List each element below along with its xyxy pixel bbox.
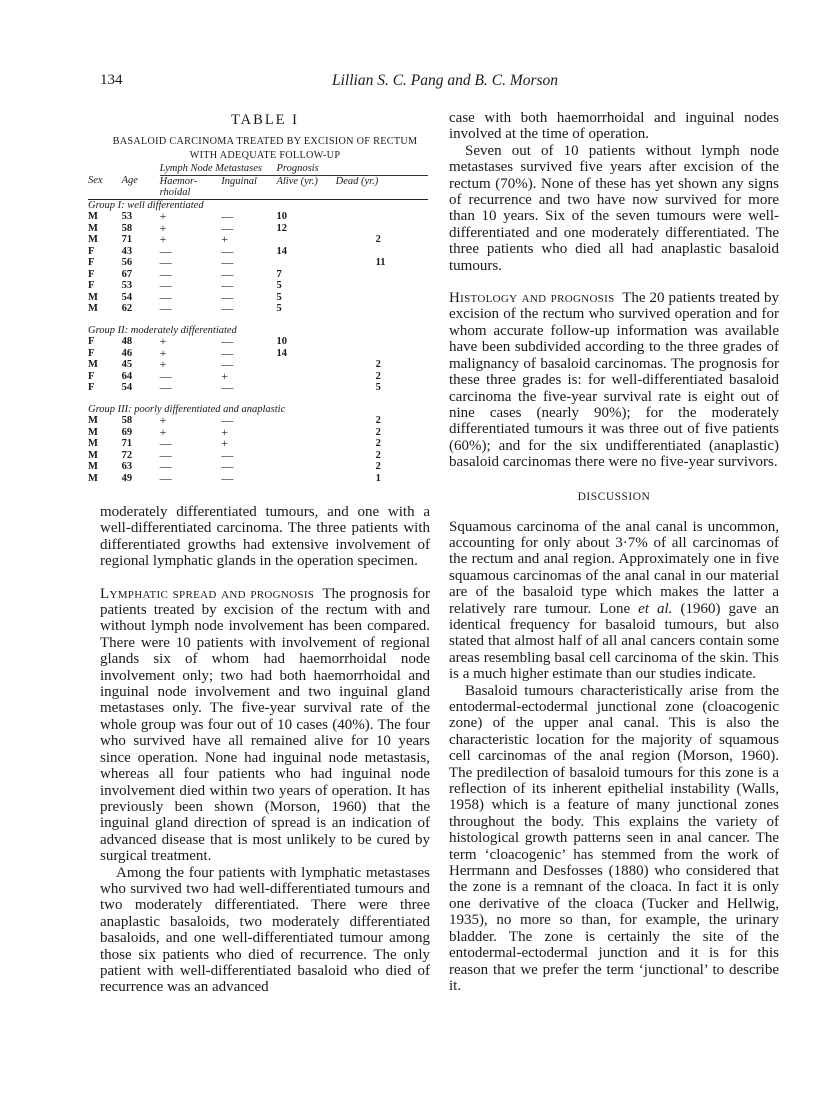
cell-age: 67	[121, 268, 133, 280]
table-row	[88, 223, 428, 235]
cell-alive	[272, 415, 335, 427]
cell-alive: 14	[276, 347, 287, 359]
cell-haemorrhoidal: —	[159, 255, 172, 269]
table-group-label	[88, 325, 428, 337]
table-row	[88, 303, 428, 315]
paragraph-histology: Histology and prognosis The 20 patients treated by excision of the rectum who survived operation and for whom accurate follow-up information was available have been subdivided according to the three grades of malignancy of basaloid carcinomas. The prognosis for these three grades is: for well-differentiated basaloid carcinoma the five-year survival rate is eight out of nine cases (nearly 90%); for the moderately differentiated tumours it was three out of five patients (60%); and for the six undifferentiated (anaplastic) basaloid carcinomas there were no five-year survivors.	[449, 290, 779, 471]
cell-alive: 14	[276, 245, 287, 257]
cell-dead	[336, 269, 428, 281]
right-column	[449, 110, 779, 994]
cell-dead	[336, 223, 428, 235]
cell-age: 62	[121, 303, 133, 314]
cell-haemorrhoidal: +	[159, 357, 167, 371]
table-row	[88, 292, 428, 304]
table-block	[88, 112, 430, 485]
cell-sex: F	[88, 336, 95, 347]
cell-age: 63	[121, 461, 133, 472]
cell-dead	[336, 292, 428, 304]
cell-sex: M	[88, 438, 98, 449]
cell-sex: M	[88, 234, 98, 245]
cell-alive	[272, 427, 335, 439]
cell-alive	[272, 359, 335, 371]
cell-haemorrhoidal: —	[159, 266, 172, 281]
page-number: 134	[100, 72, 123, 88]
cell-age: 45	[121, 359, 133, 370]
cell-haemorrhoidal: +	[159, 424, 167, 439]
cell-sex: M	[88, 303, 98, 314]
table-caption	[88, 135, 442, 163]
cell-alive	[272, 382, 335, 394]
cell-alive: 5	[276, 291, 282, 303]
cell-alive: 7	[276, 268, 282, 280]
cell-alive: 10	[276, 336, 287, 347]
cell-alive: 12	[276, 222, 287, 234]
cell-age: 48	[121, 336, 133, 347]
cell-sex: F	[88, 382, 95, 393]
cell-alive: 10	[276, 211, 287, 222]
cell-inguinal: —	[221, 380, 234, 394]
cell-haemorrhoidal: —	[159, 459, 172, 473]
cell-age: 43	[121, 245, 133, 257]
cell-dead	[336, 348, 428, 360]
cell-sex: M	[88, 426, 98, 438]
col-inguinal: Inguinal	[221, 175, 272, 199]
cell-haemorrhoidal: +	[159, 209, 167, 223]
table-row	[88, 257, 428, 269]
table-row	[88, 234, 428, 246]
col-sex: Sex	[88, 175, 122, 199]
cell-haemorrhoidal: +	[159, 232, 167, 246]
table-row	[88, 280, 428, 292]
table-title: TABLE I	[230, 112, 299, 128]
cell-haemorrhoidal: +	[159, 334, 167, 348]
table-group-label	[88, 404, 428, 416]
cell-sex: M	[88, 472, 98, 484]
cell-haemorrhoidal: +	[159, 413, 167, 427]
cell-sex: F	[88, 347, 95, 359]
cell-inguinal: —	[221, 357, 234, 371]
table-row	[88, 359, 428, 371]
cell-dead: 11	[375, 257, 386, 268]
table-caption-line1: BASALOID CARCINOMA TREATED BY EXCISION OF RECTUM	[112, 136, 418, 147]
cell-inguinal: —	[221, 459, 234, 473]
cell-dead: 2	[375, 415, 381, 426]
heading-discussion: DISCUSSION	[577, 490, 651, 503]
table-row	[88, 427, 428, 439]
cell-haemorrhoidal: —	[159, 278, 172, 292]
cell-inguinal: —	[221, 301, 234, 315]
cell-dead: 5	[375, 382, 381, 393]
cell-haemorrhoidal: +	[159, 220, 167, 235]
cell-dead	[336, 303, 428, 315]
table-caption-line2: WITH ADEQUATE FOLLOW-UP	[189, 150, 341, 161]
cell-sex: M	[88, 359, 98, 370]
group-label: Group II: moderately differentiated	[88, 324, 237, 336]
cell-dead: 2	[375, 370, 381, 382]
cell-dead: 2	[375, 234, 381, 245]
cell-age: 69	[121, 426, 133, 438]
cell-age: 58	[121, 415, 133, 426]
group-label: Group I: well differentiated	[88, 199, 204, 211]
table-column-header-row	[88, 175, 428, 199]
cell-inguinal: —	[221, 334, 234, 348]
cell-inguinal: —	[221, 220, 234, 235]
cell-haemorrhoidal: —	[159, 380, 172, 394]
col-haemorrhoidal: Haemor- rhoidal	[160, 175, 222, 199]
table-row	[88, 371, 428, 383]
cell-inguinal: —	[221, 413, 234, 427]
col-dead: Dead (yr.)	[336, 175, 428, 199]
cell-age: 53	[121, 280, 133, 291]
table-row	[88, 473, 428, 485]
prognosis-header: Prognosis	[272, 163, 428, 175]
cell-alive	[272, 371, 335, 383]
cell-inguinal: +	[221, 436, 229, 450]
cell-haemorrhoidal: —	[159, 289, 172, 304]
cell-dead: 2	[375, 359, 381, 370]
paragraph-discussion-2: Basaloid tumours characteristically arise from the entodermal-ectodermal junctional zone (cloacogenic zone) of the upper anal canal. This is also the characteristic location for the majority of squamous cell carcinomas of the anal region (Morson, 1960). The predilection of basaloid tumours for this zone is a reflection of its inherent epithelial instability (Walls, 1958) which is a feature of many junctional zones throughout the body. This explains the variety of histological growth patterns seen in anal cancer. The term ‘cloacogenic’ has stemmed from the work of Herrmann and Desfosses (1880) who considered that the zone is a remnant of the cloaca. In fact it is only one derivative of the cloaca (Tucker and Hellwig, 1935), no more so than, for example, the urinary bladder. The zone is certainly the site of the entodermal-ectodermal junction and it is for this reason that we prefer the term ‘junctional’ to describe it.	[449, 682, 779, 994]
cell-sex: F	[88, 257, 95, 268]
cell-age: 46	[121, 347, 133, 359]
cell-sex: M	[88, 222, 98, 234]
cell-inguinal: +	[221, 368, 229, 383]
cell-sex: F	[88, 245, 95, 257]
cell-inguinal: +	[221, 424, 229, 439]
cell-inguinal: —	[221, 255, 234, 269]
cell-sex: M	[88, 415, 98, 426]
cell-age: 54	[121, 382, 133, 393]
cell-dead	[336, 211, 428, 223]
cell-dead: 2	[375, 438, 381, 449]
cell-sex: M	[88, 449, 98, 461]
page-header	[100, 72, 760, 96]
paragraph-lymphatic: Lymphatic spread and prognosis The prognosis for patients treated by excision of the rectum with and without lymph node involvement has been compared. There were 10 patients with involvement of regional glands six of whom had haemorrhoidal node involvement only; two had both haemorrhoidal and inguinal node involvement and two inguinal gland metastases only. The five-year survival rate of the whole group was four out of 10 cases (40%). The four who survived have all remained alive for 10 years since operation. None had inguinal node metastasis, whereas all four patients who had inguinal node involvement died within two years of operation. It has previously been shown (Morson, 1960) that the inguinal gland direction of spread is an indication of advanced disease that is most unlikely to be cured by surgical treatment.	[100, 585, 430, 865]
table-row	[88, 461, 428, 473]
cell-inguinal: —	[221, 278, 234, 292]
table-row	[88, 211, 428, 223]
table-row	[88, 450, 428, 462]
paragraph-among: Among the four patients with lymphatic metastases who survived two had well-differentiated tumours and two moderately differentiated. There were three anaplastic basaloids, two moderately differentiated basaloids, and one well-differentiated tumour among those six patients who died of recurrence. The only patient with well-differentiated basaloid who died of recurrence was an advanced	[100, 864, 430, 996]
cell-dead: 2	[375, 461, 381, 472]
col-alive: Alive (yr.)	[272, 175, 335, 199]
lymph-node-header: Lymph Node Metastases	[160, 163, 273, 175]
cell-sex: F	[88, 370, 95, 382]
cell-inguinal: —	[221, 209, 234, 223]
cell-age: 54	[121, 291, 133, 303]
table-group-label	[88, 199, 428, 211]
cell-inguinal: —	[221, 289, 234, 304]
cell-alive	[272, 234, 335, 246]
paragraph-case-continuation: case with both haemorrhoidal and inguinal nodes involved at the time of operation.	[449, 110, 779, 143]
cell-haemorrhoidal: —	[159, 470, 172, 485]
cell-haemorrhoidal: —	[159, 301, 172, 315]
cell-haemorrhoidal: +	[159, 345, 167, 360]
cell-alive	[272, 461, 335, 473]
col-age: Age	[122, 175, 160, 199]
cell-age: 58	[121, 222, 133, 234]
cell-sex: F	[88, 268, 95, 280]
cell-inguinal: —	[221, 243, 234, 258]
paragraph-discussion-1: Squamous carcinoma of the anal canal is uncommon, accounting for only about 3·7% of all carcinomas of the rectum and anal region. Approximately one in five squamous carcinomas of the anal canal in our material are of the basaloid type which makes the latter a relatively rare tumour. Lone et al. (1960) gave an identical frequency for basaloid tumours, but also stated that almost half of all anal cancers contain some areas resembling basal cell carcinoma of the skin. This is a much higher estimate than our studies indicate.	[449, 518, 779, 683]
cell-inguinal: —	[221, 447, 234, 462]
data-table	[88, 163, 428, 484]
left-column	[88, 110, 430, 996]
table-body	[88, 199, 428, 484]
cell-alive: 5	[276, 280, 282, 291]
table-row	[88, 415, 428, 427]
paragraph-continuation: moderately differentiated tumours, and one with a well-differentiated carcinoma. The three patients with differentiated growths had extensive involvement of regional lymphatic glands in the operation specimen.	[100, 504, 430, 570]
group-label: Group III: poorly differentiated and anaplastic	[88, 403, 286, 415]
cell-inguinal: —	[221, 470, 234, 485]
cell-alive	[272, 473, 335, 485]
cell-inguinal: —	[221, 266, 234, 281]
cell-dead	[336, 246, 428, 258]
heading-histology: Histology and prognosis	[449, 290, 615, 307]
cell-alive	[272, 257, 335, 269]
table-row	[88, 438, 428, 450]
cell-alive	[272, 450, 335, 462]
heading-lymphatic-spread: Lymphatic spread and prognosis	[100, 585, 315, 602]
cell-inguinal: —	[221, 345, 234, 360]
cell-age: 53	[121, 211, 133, 222]
table-row	[88, 269, 428, 281]
cell-haemorrhoidal: —	[159, 447, 172, 462]
cell-sex: M	[88, 461, 98, 472]
cell-dead	[336, 336, 428, 348]
cell-age: 72	[121, 449, 133, 461]
table-row	[88, 246, 428, 258]
cell-age: 71	[121, 438, 133, 449]
cell-haemorrhoidal: —	[159, 243, 172, 258]
cell-haemorrhoidal: —	[159, 436, 172, 450]
cell-sex: M	[88, 211, 98, 222]
cell-alive	[272, 438, 335, 450]
cell-dead	[336, 280, 428, 292]
table-row	[88, 336, 428, 348]
running-head: Lillian S. C. Pang and B. C. Morson	[332, 72, 559, 89]
cell-dead: 1	[375, 472, 381, 484]
cell-sex: F	[88, 280, 95, 291]
cell-alive: 5	[276, 303, 282, 314]
cell-age: 64	[121, 370, 133, 382]
cell-dead: 2	[375, 426, 381, 438]
cell-haemorrhoidal: —	[159, 368, 172, 383]
table-group-header-row	[88, 163, 428, 175]
cell-inguinal: +	[221, 232, 229, 246]
table-row	[88, 382, 428, 394]
paragraph-seven: Seven out of 10 patients without lymph node metastases survived five years after excision of the rectum (70%). None of these has yet shown any signs of recurrence and two have now survived for more than 10 years. Six of the seven tumours were well-differentiated and one moderately differentiated. The three patients who died all had anaplastic basaloid tumours.	[449, 142, 779, 274]
cell-sex: M	[88, 291, 98, 303]
left-text	[100, 504, 430, 996]
table-row	[88, 348, 428, 360]
cell-age: 56	[121, 257, 133, 268]
cell-dead: 2	[375, 449, 381, 461]
cell-age: 71	[121, 234, 133, 245]
cell-age: 49	[121, 472, 133, 484]
